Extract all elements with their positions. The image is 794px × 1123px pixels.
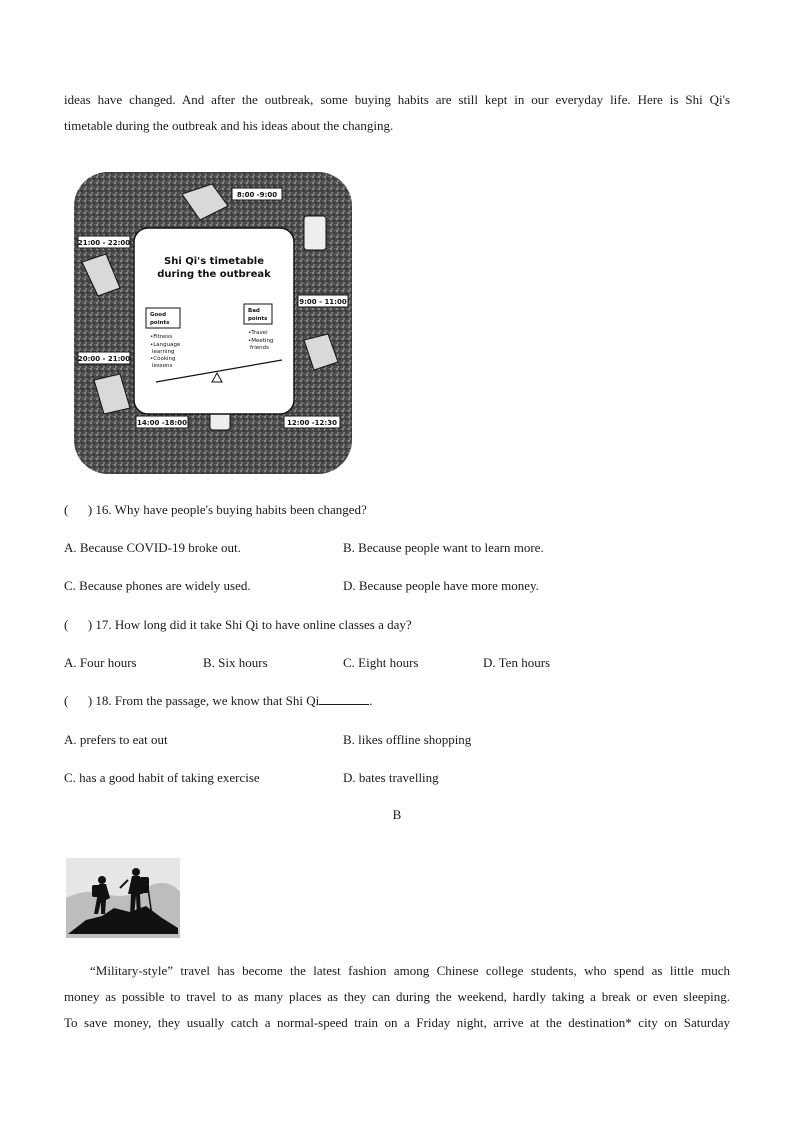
question-18-stem: ( ) 18. From the passage, we know that Shi Qi (64, 693, 320, 708)
q17-option-c: C. Eight hours (343, 655, 419, 670)
good-item-2: •Language (150, 342, 181, 348)
time-label-4: 14:00 -18:00 (137, 419, 187, 427)
good-item-3: learning (152, 349, 175, 355)
q18-option-c: C. has a good habit of taking exercise (64, 770, 260, 785)
intro-line-1: ideas have changed. And after the outbreak, some buying habits are still kept in our everyday life. Here is Shi Qi's (64, 92, 730, 107)
good-points-label-2: points (150, 320, 170, 326)
time-label-6: 21:00 - 22:00 (77, 239, 131, 247)
q17-option-b: B. Six hours (203, 655, 268, 670)
bad-item-1: •Travel (248, 330, 268, 336)
intro-paragraph (64, 87, 730, 139)
q18-option-a: A. prefers to eat out (64, 732, 168, 747)
question-17: ( ) 17. How long did it take Shi Qi to have online classes a day? (64, 617, 412, 632)
phone-icon-burger (304, 216, 326, 250)
bad-points-label-1: Bad (248, 308, 260, 314)
bad-item-3: friends (250, 345, 269, 351)
q16-option-b: B. Because people want to learn more. (343, 540, 544, 555)
good-item-4: •Cooking (150, 356, 176, 362)
time-label-5: 20:00 - 21:00 (77, 355, 131, 363)
intro-line-2: timetable during the outbreak and his ideas about the changing. (64, 118, 394, 133)
question-18-end: . (369, 693, 373, 708)
bad-item-2: •Meeting (248, 338, 274, 344)
figure-title-line-2: during the outbreak (157, 269, 271, 280)
q18-option-b: B. likes offline shopping (343, 732, 472, 747)
section-b-heading: B (392, 807, 402, 822)
q18-option-d: D. bates travelling (343, 770, 439, 785)
passage-b-line-2: money as possible to travel to as many places as they can during the weekend, hardly taking a break or even sleeping. (64, 989, 730, 1004)
q17-option-a: A. Four hours (64, 655, 137, 670)
good-item-1: •Fitness (150, 334, 173, 340)
passage-b (64, 958, 730, 1036)
q16-option-c: C. Because phones are widely used. (64, 578, 251, 593)
good-points-label-1: Good (150, 312, 167, 318)
timetable-figure (72, 170, 354, 476)
passage-b-line-1: “Military-style” travel has become the latest fashion among Chinese college students, who spend as little much (90, 963, 730, 978)
time-label-2: 9:00 - 11:00 (299, 298, 347, 306)
figure-title-line-1: Shi Qi's timetable (164, 256, 264, 267)
answer-blank (319, 692, 369, 705)
time-label-3: 12:00 -12:30 (287, 419, 337, 427)
good-item-5: lessons (152, 363, 173, 369)
time-label-1: 8:00 -9:00 (236, 191, 278, 199)
q16-option-a: A. Because COVID-19 broke out. (64, 540, 241, 555)
question-18 (64, 692, 373, 710)
question-16: ( ) 16. Why have people's buying habits been changed? (64, 502, 367, 517)
hikers-silhouette-image (66, 858, 180, 938)
bad-points-label-2: points (248, 316, 268, 322)
passage-b-line-3: To save money, they usually catch a normal-speed train on a Friday night, arrive at the destination* city on Saturday (64, 1015, 730, 1030)
q17-option-d: D. Ten hours (483, 655, 551, 670)
q16-option-d: D. Because people have more money. (343, 578, 539, 593)
